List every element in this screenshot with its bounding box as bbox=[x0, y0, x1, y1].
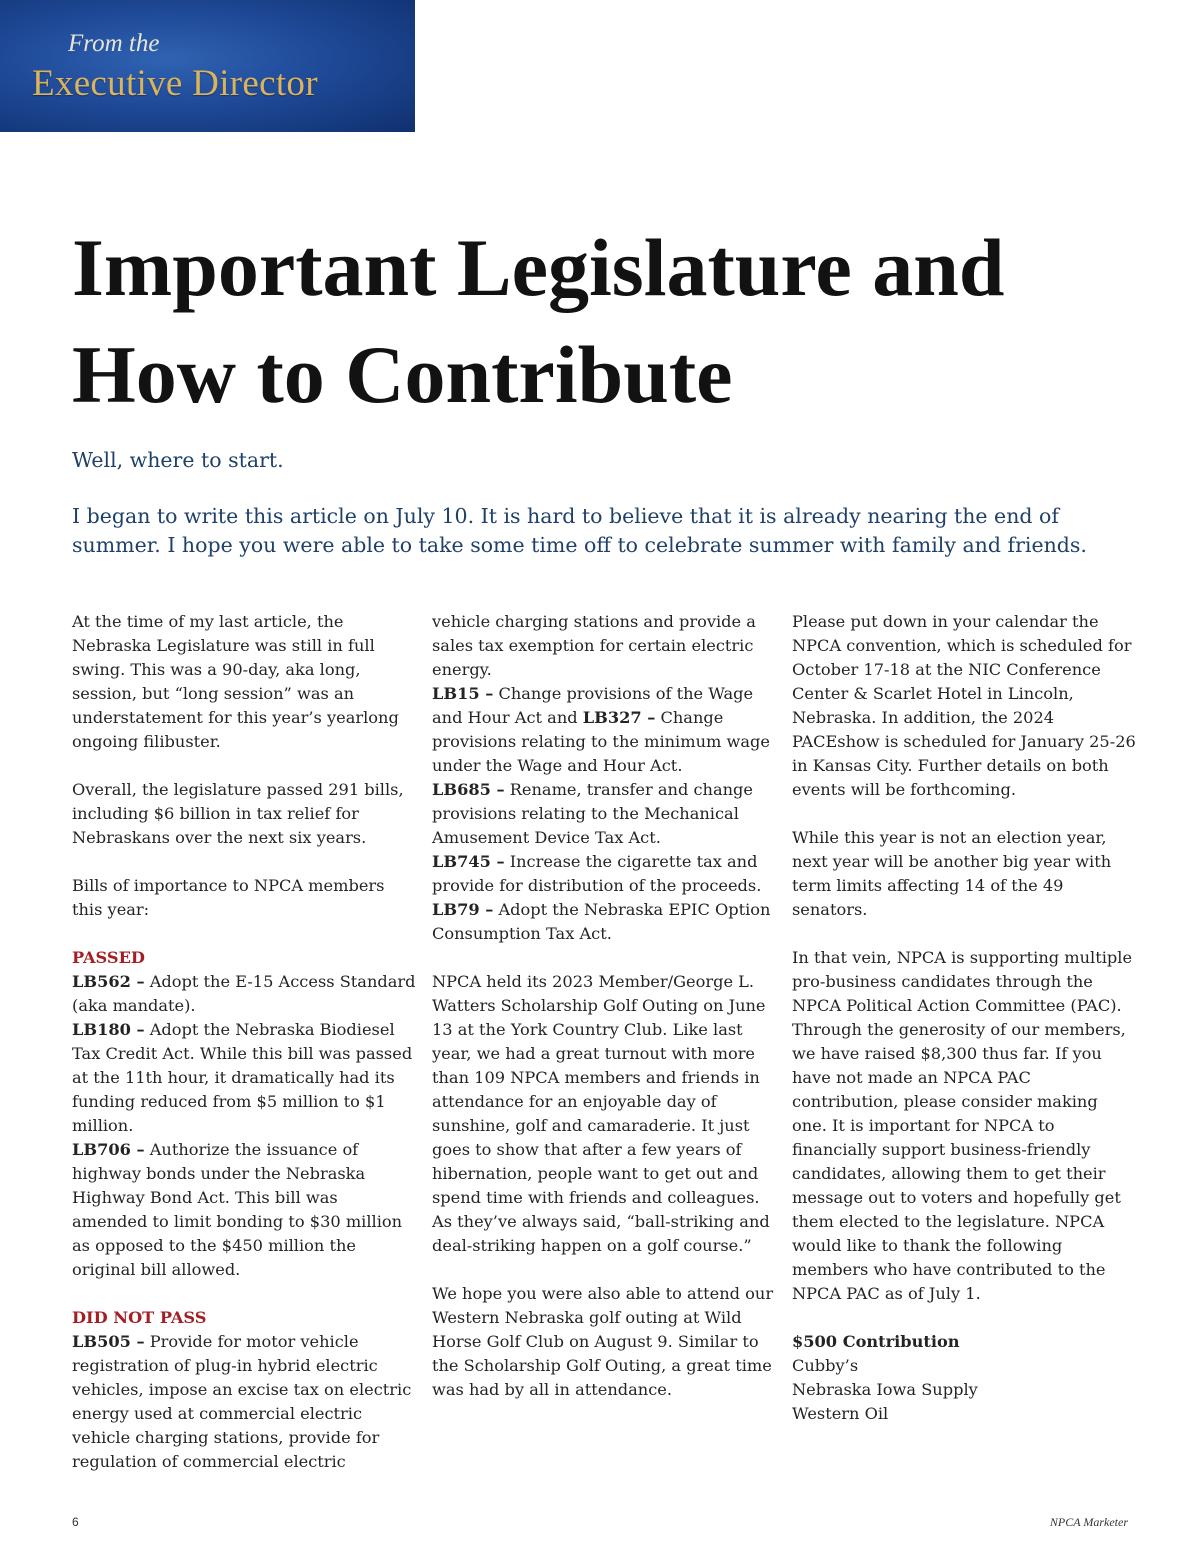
bill-continuation: vehicle charging stations and provide a sales tax exemption for certain electric energy. bbox=[432, 612, 756, 679]
bill-text: Increase the cigarette tax and provide for distribution of the proceeds. bbox=[432, 852, 762, 895]
bill-code: LB745 – bbox=[432, 852, 505, 871]
bill-text: Authorize the issuance of highway bonds under the Nebraska Highway Bond Act. This bill was amended to limit bonding to $30 million as opposed to the $450 million the original bill allowed. bbox=[72, 1140, 403, 1279]
body-paragraph: Bills of importance to NPCA members this year: bbox=[72, 876, 385, 919]
bill-item bbox=[432, 898, 777, 946]
body-paragraph: Please put down in your calendar the NPCA convention, which is scheduled for October 17-18 at the NIC Conference Center & Scarlet Hotel in Lincoln, Nebraska. In addition, the 2024 PACEshow is scheduled for January 25-26 in Kansas City. Further details on both events will be forthcoming. bbox=[792, 612, 1136, 799]
bill-text: Change provisions relating to the minimum wage under the Wage and Hour Act. bbox=[432, 708, 770, 775]
bill-item bbox=[432, 682, 777, 778]
article-column-1 bbox=[72, 610, 417, 1474]
bill-item bbox=[72, 1138, 417, 1282]
contributor-name: Cubby’s bbox=[792, 1356, 859, 1375]
bill-code: LB79 – bbox=[432, 900, 494, 919]
bill-code: LB685 – bbox=[432, 780, 505, 799]
banner-title: Executive Director bbox=[32, 63, 318, 104]
banner-kicker: From the bbox=[68, 30, 160, 57]
bill-text: Change provisions of the Wage and Hour Act and bbox=[432, 684, 754, 727]
bill-code: LB15 – bbox=[432, 684, 494, 703]
body-paragraph: While this year is not an election year, next year will be another big year with term limits affecting 14 of the 49 senators. bbox=[792, 828, 1112, 919]
article-headline bbox=[72, 214, 1132, 428]
article-column-3 bbox=[792, 610, 1137, 1426]
bill-text: Adopt the Nebraska EPIC Option Consumption Tax Act. bbox=[432, 900, 771, 943]
contributor-name: Nebraska Iowa Supply bbox=[792, 1380, 978, 1399]
lead-paragraph: I began to write this article on July 10. It is hard to believe that it is already nearing the end of summer. I hope you were able to take some time off to celebrate summer with family and friends. bbox=[72, 504, 1087, 557]
bill-item bbox=[432, 850, 777, 898]
body-paragraph: At the time of my last article, the Nebraska Legislature was still in full swing. This was a 90-day, aka long, session, but “long session” was an understatement for this year’s yearlong ongoing filibuster. bbox=[72, 612, 399, 751]
bill-code: LB562 – bbox=[72, 972, 145, 991]
bill-text: Adopt the E-15 Access Standard (aka mandate). bbox=[72, 972, 416, 1015]
bill-code: LB180 – bbox=[72, 1020, 145, 1039]
bill-code: LB505 – bbox=[72, 1332, 145, 1351]
lead-paragraph: Well, where to start. bbox=[72, 448, 284, 472]
headline-line-1: Important Legislature and bbox=[72, 222, 1005, 313]
section-banner bbox=[0, 0, 415, 132]
bill-item bbox=[72, 970, 417, 1018]
bill-item bbox=[432, 778, 777, 850]
headline-line-2: How to Contribute bbox=[72, 329, 733, 420]
did-not-pass-heading: DID NOT PASS bbox=[72, 1308, 207, 1327]
body-paragraph: We hope you were also able to attend our Western Nebraska golf outing at Wild Horse Golf Club on August 9. Similar to the Scholarship Golf Outing, a great time was had by all in attendance. bbox=[432, 1284, 774, 1399]
contributor-name: Western Oil bbox=[792, 1404, 889, 1423]
bill-code: LB327 – bbox=[582, 708, 656, 727]
bill-text: Adopt the Nebraska Biodiesel Tax Credit Act. While this bill was passed at the 11th hour, it dramatically had its funding reduced from $5 million to $1 million. bbox=[72, 1020, 413, 1135]
bill-text: Provide for motor vehicle registration of plug-in hybrid electric vehicles, impose an excise tax on electric energy used at commercial electric vehicle charging stations, provide for regulation of commercial electric bbox=[72, 1332, 412, 1471]
body-paragraph: Overall, the legislature passed 291 bills, including $6 billion in tax relief for Nebraskans over the next six years. bbox=[72, 780, 404, 847]
body-paragraph: In that vein, NPCA is supporting multiple pro-business candidates through the NPCA Political Action Committee (PAC). Through the generosity of our members, we have raised $8,300 thus far. If you have not made an NPCA PAC contribution, please consider making one. It is important for NPCA to financially support business-friendly candidates, allowing them to get their message out to voters and hopefully get them elected to the legislature. NPCA would like to thank the following members who have contributed to the NPCA PAC as of July 1. bbox=[792, 948, 1133, 1303]
bill-code: LB706 – bbox=[72, 1140, 145, 1159]
page-number: 6 bbox=[72, 1515, 79, 1529]
publication-name: NPCA Marketer bbox=[1049, 1515, 1128, 1529]
contribution-heading: $500 Contribution bbox=[792, 1332, 960, 1351]
body-paragraph: NPCA held its 2023 Member/George L. Watters Scholarship Golf Outing on June 13 at the York Country Club. Like last year, we had a great turnout with more than 109 NPCA members and friends in attendance for an enjoyable day of sunshine, golf and camaraderie. It just goes to show that after a few years of hibernation, people want to get out and spend time with friends and colleagues. As they’ve always said, “ball-striking and deal-striking happen on a golf course.” bbox=[432, 972, 770, 1255]
bill-item bbox=[72, 1330, 417, 1474]
article-column-2 bbox=[432, 610, 777, 1402]
bill-text: Rename, transfer and change provisions relating to the Mechanical Amusement Device Tax Act. bbox=[432, 780, 753, 847]
passed-heading: PASSED bbox=[72, 948, 145, 967]
bill-item bbox=[72, 1018, 417, 1138]
